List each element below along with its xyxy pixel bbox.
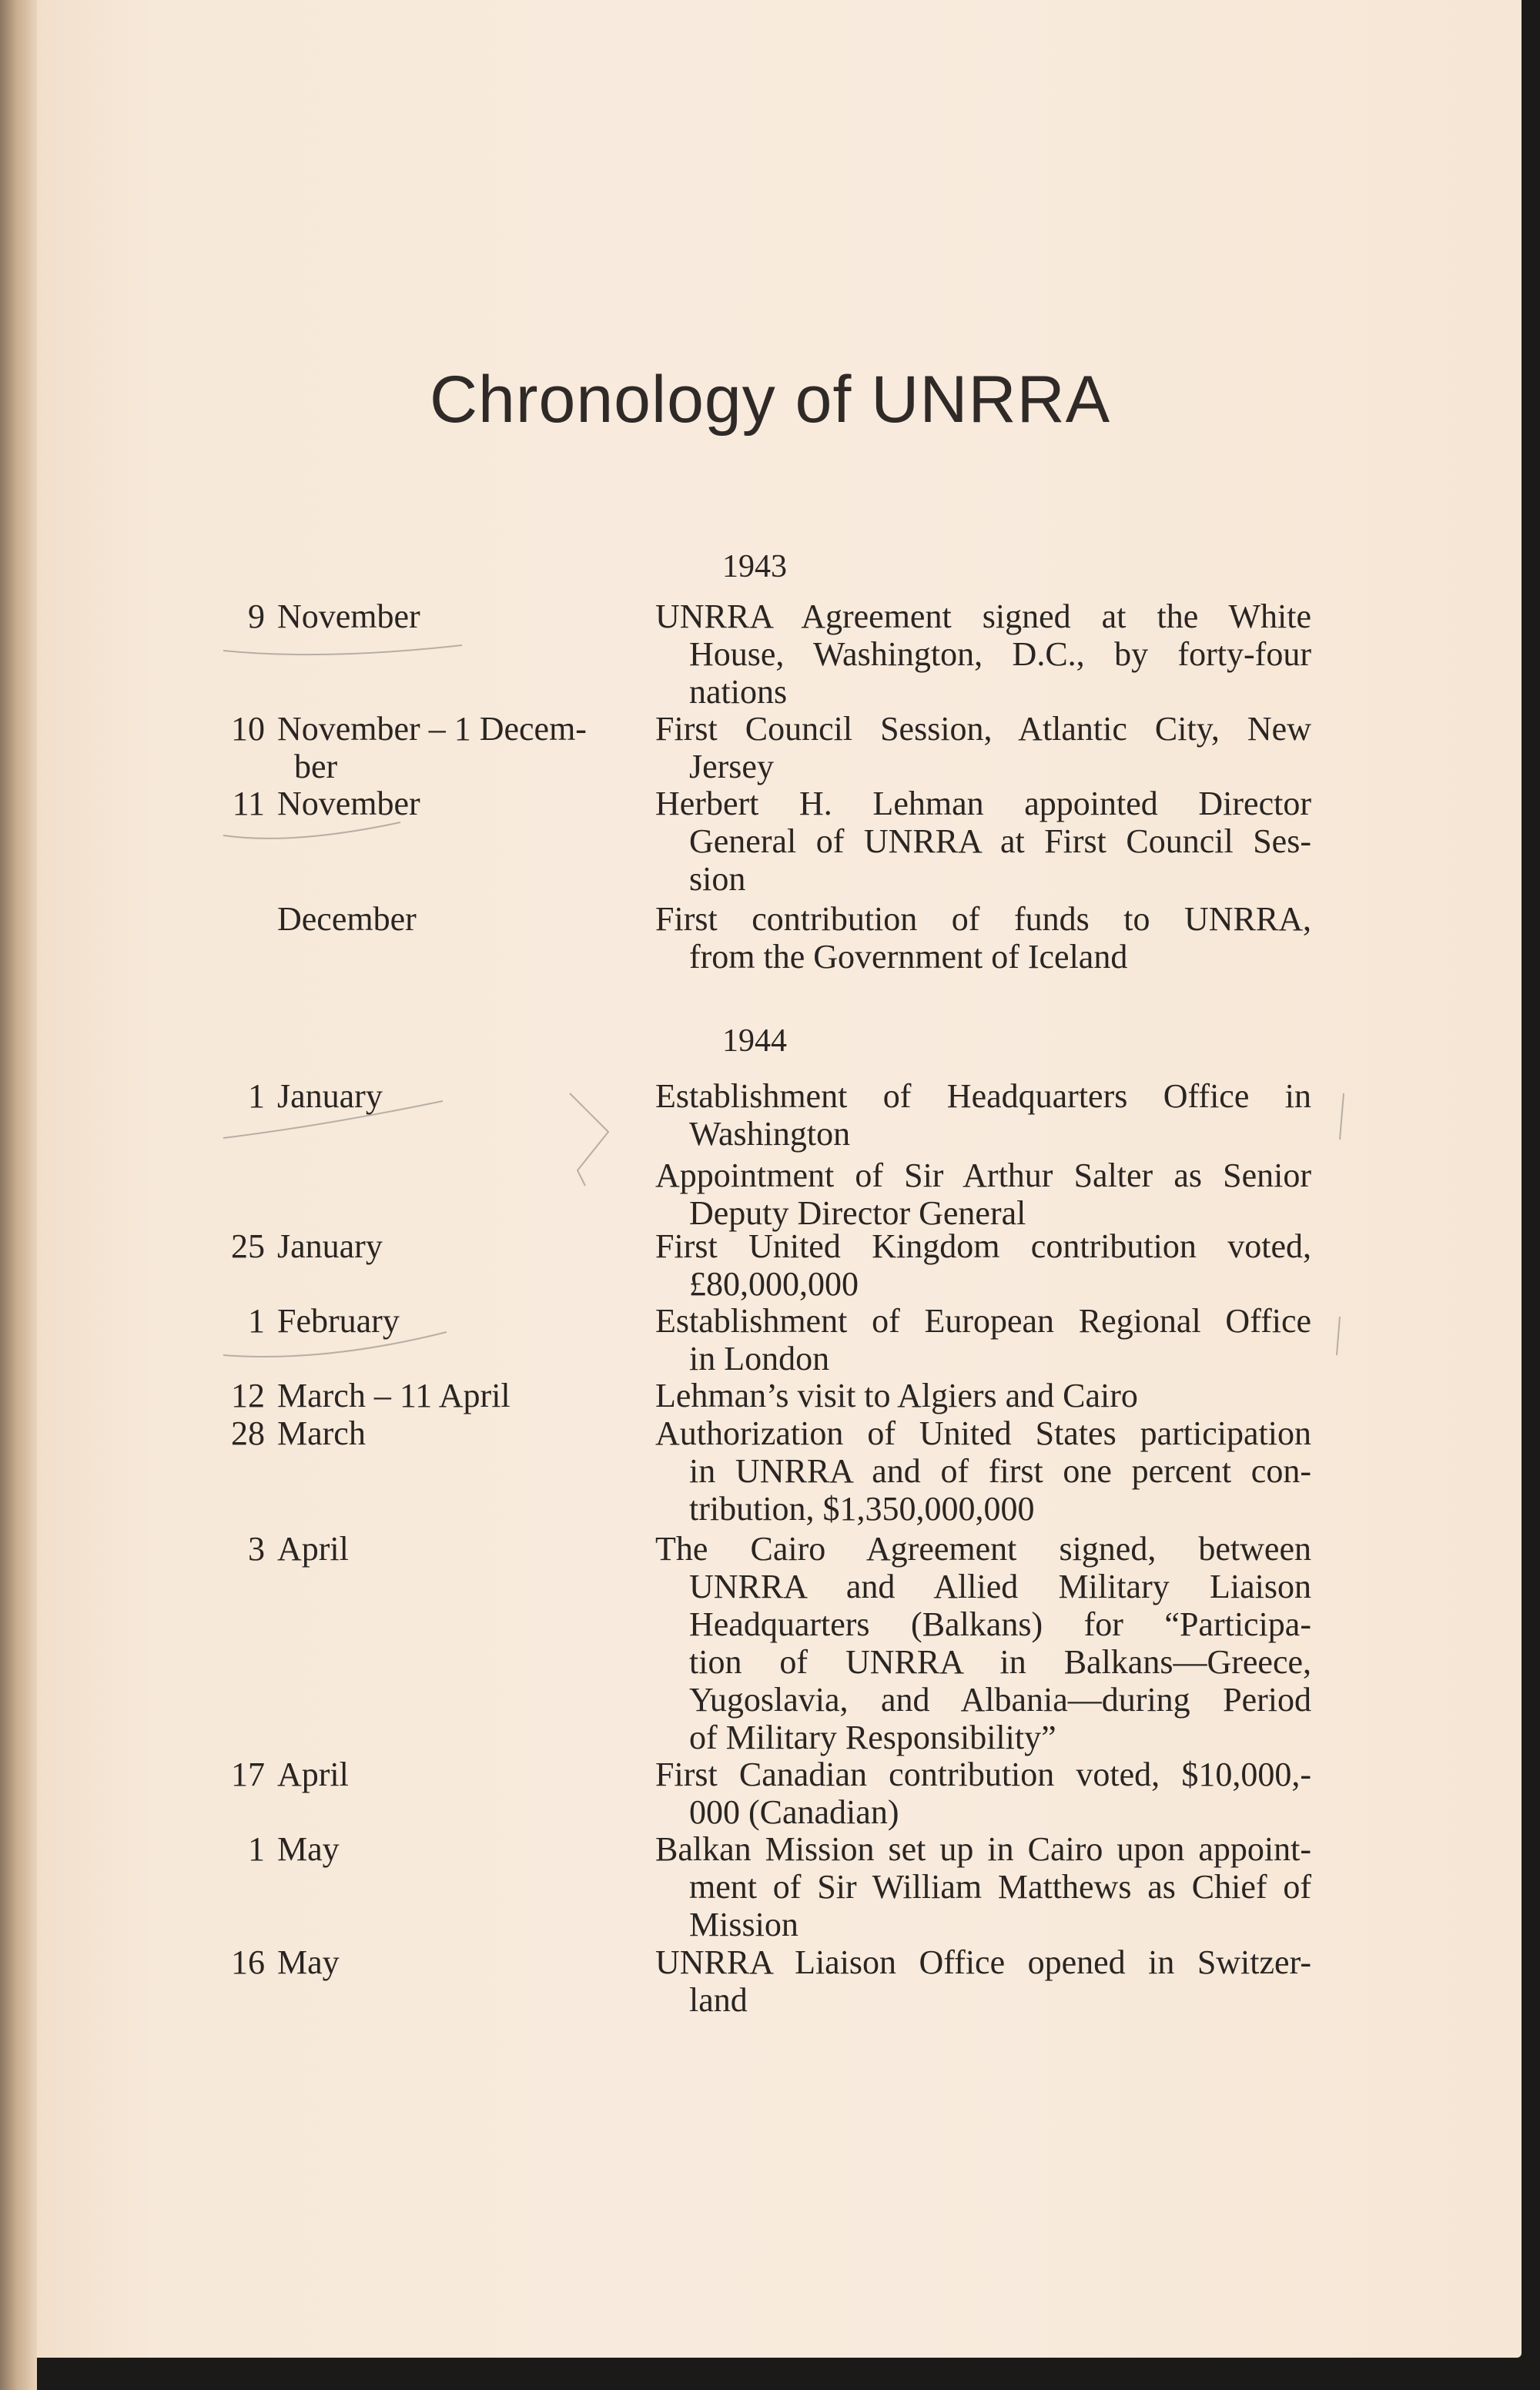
pencil-underline (223, 1332, 447, 1357)
pencil-bracket (570, 1093, 608, 1186)
pencil-bracket (1340, 1093, 1344, 1140)
entry-date: November – 1 Decem- (277, 710, 587, 748)
entry-description: tion of UNRRA in Balkans—Greece, (689, 1643, 1311, 1681)
entry-description: The Cairo Agreement signed, between (655, 1530, 1311, 1568)
entry-description: sion (689, 860, 746, 898)
entry-description: Headquarters (Balkans) for “Participa- (689, 1605, 1311, 1643)
pencil-underline (223, 822, 400, 839)
entry-day: 3 (248, 1530, 265, 1568)
entry-description: in UNRRA and of first one percent con- (689, 1452, 1311, 1490)
entry-description: First United Kingdom contribution voted, (655, 1227, 1311, 1265)
entry-date: March (277, 1414, 366, 1452)
page-title: Chronology of UNRRA (429, 363, 1111, 437)
entry-description: Balkan Mission set up in Cairo upon appoint- (655, 1830, 1311, 1868)
pencil-underline (223, 645, 462, 654)
entry-date: February (277, 1302, 400, 1340)
entry-day: 25 (231, 1227, 265, 1265)
entry-day: 1 (248, 1830, 265, 1868)
entry-description: Establishment of European Regional Office (655, 1302, 1311, 1340)
entry-description: UNRRA Agreement signed at the White (655, 598, 1311, 635)
entry-date: May (277, 1830, 340, 1868)
entry-description: Deputy Director General (689, 1194, 1026, 1232)
year-heading: 1944 (722, 1023, 787, 1059)
entry-day: 1 (248, 1077, 265, 1115)
entry-description: UNRRA and Allied Military Liaison (689, 1568, 1311, 1605)
entry-day: 1 (248, 1302, 265, 1340)
entry-date: January (277, 1077, 383, 1115)
entry-day: 10 (231, 710, 265, 748)
entry-date: December (277, 900, 417, 938)
entry-description: Yugoslavia, and Albania—during Period (689, 1681, 1311, 1719)
entry-description: First Canadian contribution voted, $10,000,- (655, 1756, 1311, 1793)
entry-description: Authorization of United States participation (655, 1414, 1311, 1452)
entry-description: General of UNRRA at First Council Ses- (689, 822, 1311, 860)
entry-description: Establishment of Headquarters Office in (655, 1077, 1311, 1115)
entry-day: 11 (232, 785, 265, 822)
entry-description: Jersey (689, 748, 774, 785)
entry-day: 16 (231, 1943, 265, 1981)
entry-description: in London (689, 1340, 830, 1377)
entry-description: of Military Responsibility” (689, 1719, 1056, 1756)
entry-day: 28 (231, 1414, 265, 1452)
entry-date: January (277, 1227, 383, 1265)
entry-description: First contribution of funds to UNRRA, (655, 900, 1311, 938)
pencil-underline (223, 1101, 443, 1138)
entry-description: from the Government of Iceland (689, 938, 1128, 976)
entry-description: Mission (689, 1906, 798, 1943)
entry-description: Washington (689, 1115, 851, 1153)
entry-day: 12 (231, 1377, 265, 1414)
entry-description: 000 (Canadian) (689, 1793, 899, 1831)
entry-description: ment of Sir William Matthews as Chief of (689, 1868, 1311, 1906)
entry-date: March – 11 April (277, 1377, 511, 1414)
entry-date: ber (294, 748, 338, 785)
entry-date: November (277, 598, 420, 635)
entry-date: April (277, 1530, 349, 1568)
entry-description: tribution, $1,350,000,000 (689, 1490, 1035, 1528)
entry-description: UNRRA Liaison Office opened in Switzer- (655, 1943, 1311, 1981)
entry-day: 9 (248, 598, 265, 635)
entry-description: Herbert H. Lehman appointed Director (655, 785, 1311, 822)
entry-day: 17 (231, 1756, 265, 1793)
entry-description: nations (689, 673, 788, 711)
entry-description: £80,000,000 (689, 1265, 859, 1303)
entry-description: House, Washington, D.C., by forty-four (689, 635, 1311, 673)
entry-date: November (277, 785, 420, 822)
entry-description: Lehman’s visit to Algiers and Cairo (655, 1377, 1138, 1414)
entry-description: land (689, 1981, 748, 2019)
entry-date: May (277, 1943, 340, 1981)
pencil-bracket (1337, 1317, 1340, 1355)
entry-description: First Council Session, Atlantic City, New (655, 710, 1311, 748)
entry-description: Appointment of Sir Arthur Salter as Senior (655, 1157, 1311, 1194)
year-heading: 1943 (722, 549, 787, 584)
entry-date: April (277, 1756, 349, 1793)
